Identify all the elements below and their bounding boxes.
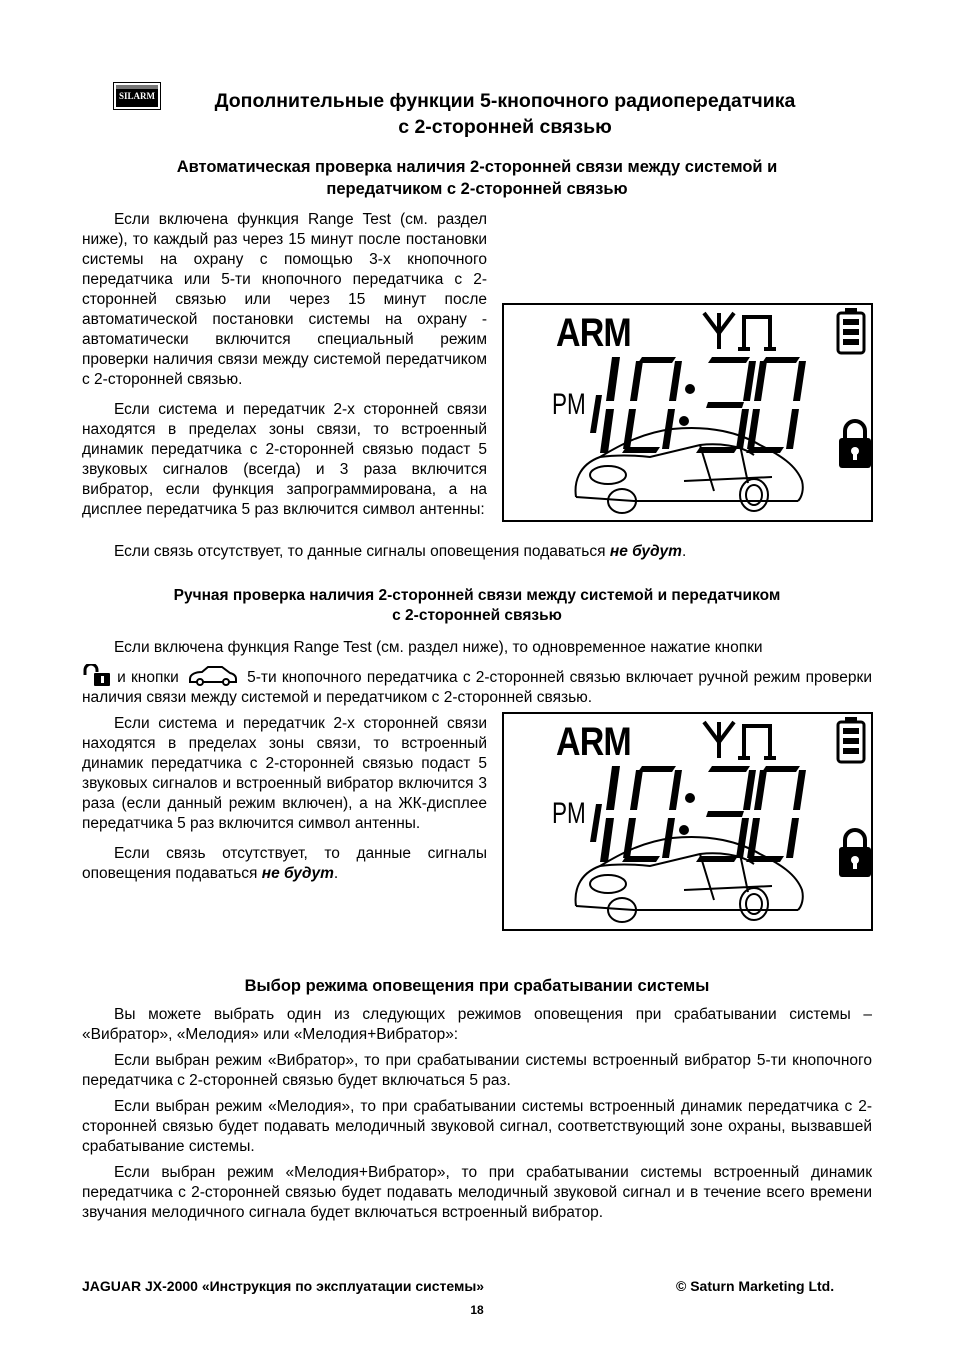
section1-para3 — [82, 542, 872, 562]
antenna-icon — [704, 722, 734, 758]
section1-para3-emph: не будут — [609, 543, 682, 560]
music-note-icon — [738, 317, 776, 349]
section2-para2: Если система и передатчик 2-х сторонней связи находятся в пределах зоны связи, то встроенный динамик передатчика с 2-сторонней связью подаст 5 звуковых сигналов и встроенный вибратор включится 3 раза (если данный режим включен), а на ЖК-дисплее передатчика 5 раз включится символ антенны. — [82, 715, 487, 832]
section1-para2: Если система и передатчик 2-х сторонней связи находятся в пределах зоны связи, то встроенный динамик передатчика с 2-сторонней связью подаст 5 звуковых сигналов (всегда) и 3 раза включится вибратор, если функция запрограммирована, а на дисплее передатчика 5 раз включится символ антенны: — [82, 401, 487, 518]
section2-heading — [82, 586, 872, 626]
lcd-digits — [590, 766, 806, 862]
lcd-display-1 — [502, 303, 873, 522]
section3-heading: Выбор режима оповещения при срабатывании системы — [244, 977, 710, 995]
section1-heading — [82, 156, 872, 200]
lcd-arm-label: ARM — [556, 720, 631, 764]
section2-para1-a: Если включена функция Range Test (см. раздел ниже), то одновременное нажатие кнопки — [114, 639, 763, 656]
section2-para3-text: Если связь отсутствует, то данные сигналы оповещения подаваться — [82, 845, 487, 882]
section3-para2: Если выбран режим «Вибратор», то при срабатывании системы встроенный вибратор 5-ти кнопочного передатчика с 2-сторонней связью будет включаться 5 раз. — [82, 1052, 872, 1089]
section3-para3: Если выбран режим «Мелодия», то при срабатывании системы встроенный динамик передатчика с 2-сторонней связью будет подавать мелодичный звуковой сигнал, соответствующий зоне охраны, вызвавшей срабатывание системы. — [82, 1098, 872, 1155]
unlock-icon — [82, 664, 112, 686]
section2-left-column — [82, 714, 487, 884]
page-title — [160, 88, 850, 140]
section1-para3-text: Если связь отсутствует, то данные сигналы оповещения подаваться — [114, 543, 606, 560]
lcd-display-2 — [502, 712, 873, 931]
section2-para1-c: 5-ти кнопочного передатчика с 2-сторонней связью включает ручной режим проверки наличия связи между системой и передатчиком с 2-сторонней связью. — [82, 669, 872, 706]
section1-heading-line2: передатчиком с 2-сторонней связью — [326, 180, 628, 198]
section1-para3-end: . — [681, 543, 687, 560]
lcd-arm-label: ARM — [556, 311, 631, 355]
section2-heading-line2: с 2-сторонней связью — [392, 607, 562, 624]
section3-para1: Вы можете выбрать один из следующих режимов оповещения при срабатывании системы – «Вибратор», «Мелодия» или «Мелодия+Вибратор»: — [82, 1006, 872, 1043]
antenna-icon — [704, 313, 734, 349]
battery-icon — [838, 717, 864, 762]
logo-text: SILARM — [118, 91, 155, 101]
footer-left: JAGUAR JX-2000 «Инструкция по эксплуатации системы» — [82, 1278, 485, 1294]
lock-icon — [839, 421, 871, 468]
car-trunk-icon — [188, 665, 238, 687]
section2-heading-line1: Ручная проверка наличия 2-сторонней связи между системой и передатчиком — [173, 587, 781, 604]
music-note-icon — [738, 726, 776, 758]
section2-para3-end: . — [333, 865, 339, 882]
footer-right: © Saturn Marketing Ltd. — [676, 1278, 835, 1294]
section1-para1-flow: Если включена функция Range Test (см. раздел ниже), то каждый раз через 15 минут после постановки системы на охрану с помощью 3-х кнопочного передатчика или 5-ти кнопочного передатчика с 2-сторонней связью или через 15 минут после автоматической постановки системы на охрану - автоматически включится специальный режим проверки наличия связи между системой передатчиком с 2-сторонней связью. — [82, 211, 487, 388]
lock-icon — [839, 830, 871, 877]
page-number: 18 — [470, 1303, 484, 1317]
lcd-digits — [590, 357, 806, 453]
section2-para1-b: и кнопки — [117, 669, 179, 686]
section2-para3-emph: не будут — [261, 865, 334, 882]
section3-body — [82, 1005, 872, 1223]
page-title-line1: Дополнительные функции 5-кнопочного радиопередатчика — [214, 90, 796, 112]
section2-para1 — [82, 638, 872, 708]
page-title-line2: с 2-сторонней связью — [398, 116, 612, 138]
lcd-pm-label: PM — [552, 388, 586, 421]
section3-para4: Если выбран режим «Мелодия+Вибратор», то при срабатывании системы встроенный динамик передатчика с 2-сторонней связью будет подавать мелодичный звуковой сигнал и в течение всего времени звучания мелодичного сигнала будет включаться встроенный вибратор. — [82, 1164, 872, 1221]
silarm-logo — [113, 82, 161, 110]
section1-heading-line1: Автоматическая проверка наличия 2-сторонней связи между системой и — [176, 158, 778, 176]
section2-para3 — [82, 844, 487, 884]
battery-icon — [838, 308, 864, 353]
lcd-pm-label: PM — [552, 797, 586, 830]
